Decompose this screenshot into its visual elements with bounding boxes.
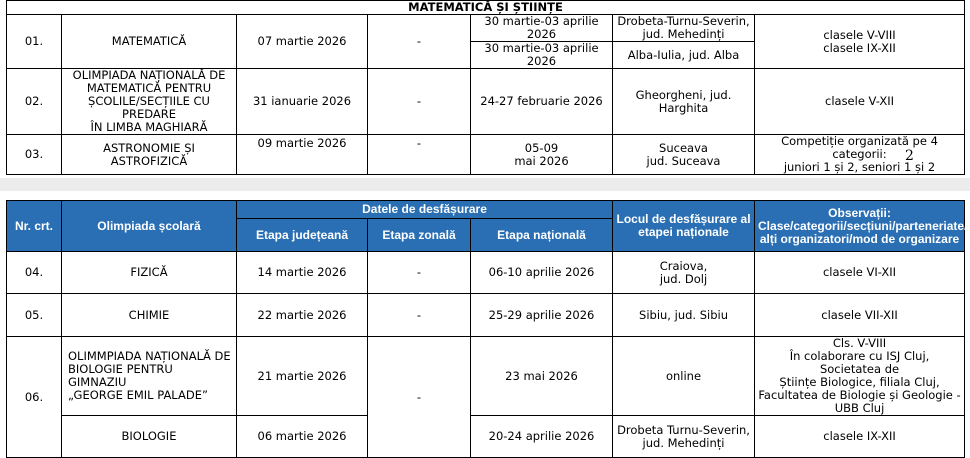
observations: clasele V-XII: [755, 69, 965, 135]
national-stage-date: 05-09 mai 2026: [471, 135, 613, 175]
header-national-stage: Etapa națională: [471, 219, 613, 252]
national-stage-date: 30 martie-03 aprilie 2026: [471, 15, 613, 42]
national-location: online: [613, 337, 755, 416]
national-location: Drobeta-Turnu-Severin, jud. Mehedinți: [613, 15, 755, 42]
zonal-stage-date: -: [368, 69, 471, 135]
document-page-bottom: [0, 191, 970, 450]
olympiad-table-bottom: [6, 200, 968, 458]
county-stage-date: 22 martie 2026: [237, 294, 368, 337]
zonal-stage-date: -: [368, 294, 471, 337]
olympiad-name: OLIMMPIADA NAȚIONALĂ DE BIOLOGIE PENTRU GIMNAZIU „GEORGE EMIL PALADE”: [62, 337, 237, 416]
observations: clasele VII-XII: [755, 294, 965, 337]
header-nr: Nr. crt.: [7, 201, 62, 252]
observations: clasele V-VIII clasele IX-XII: [755, 15, 965, 69]
zonal-stage-date: -: [368, 15, 471, 69]
county-stage-date: 14 martie 2026: [237, 252, 368, 294]
zonal-stage-date: -: [368, 337, 471, 458]
zonal-stage-date: -: [368, 135, 471, 175]
olympiad-name: BIOLOGIE: [62, 416, 237, 458]
zonal-stage-date: -: [368, 252, 471, 294]
row-nr: 04.: [7, 252, 62, 294]
page-number: 2: [905, 148, 914, 164]
observations: clasele IX-XII: [755, 416, 965, 458]
header-olympiad: Olimpiada școlară: [62, 201, 237, 252]
row-nr: 06.: [7, 337, 62, 458]
national-location: Craiova, jud. Dolj: [613, 252, 755, 294]
national-stage-date: 06-10 aprilie 2026: [471, 252, 613, 294]
header-county-stage: Etapa județeană: [237, 219, 368, 252]
national-location: Alba-Iulia, jud. Alba: [613, 42, 755, 69]
row-nr: 05.: [7, 294, 62, 337]
county-stage-date: 21 martie 2026: [237, 337, 368, 416]
observations: Competiție organizată pe 4 categorii: juniori 1 și 2, seniori 1 și 2: [755, 135, 965, 175]
row-nr: 01.: [7, 15, 62, 69]
document-page-top: [0, 0, 970, 178]
header-zonal-stage: Etapa zonală: [368, 219, 471, 252]
olympiad-name: OLIMPIADA NAȚIONALĂ DE MATEMATICĂ PENTRU ȘCOLILE/SECȚIILE CU PREDARE ÎN LIMBA MAGHIARĂ: [62, 69, 237, 135]
page-separator: [0, 178, 970, 191]
header-dates: Datele de desfășurare: [237, 201, 613, 219]
olympiad-name: CHIMIE: [62, 294, 237, 337]
national-stage-date: 23 mai 2026: [471, 337, 613, 416]
olympiad-name: FIZICĂ: [62, 252, 237, 294]
county-stage-date: 09 martie 2026: [237, 135, 368, 175]
olympiad-name: ASTRONOMIE ȘI ASTROFIZICĂ: [62, 135, 237, 175]
section-title: MATEMATICĂ ȘI ȘTIINȚE: [7, 1, 965, 15]
national-stage-date: 24-27 februarie 2026: [471, 69, 613, 135]
county-stage-date: 06 martie 2026: [237, 416, 368, 458]
olympiad-name: MATEMATICĂ: [62, 15, 237, 69]
row-nr: 03.: [7, 135, 62, 175]
observations: clasele VI-XII: [755, 252, 965, 294]
national-stage-date: 20-24 aprilie 2026: [471, 416, 613, 458]
national-location: Drobeta Turnu-Severin, jud. Mehedinți: [613, 416, 755, 458]
national-stage-date: 25-29 aprilie 2026: [471, 294, 613, 337]
county-stage-date: 31 ianuarie 2026: [237, 69, 368, 135]
olympiad-table-top: [6, 0, 965, 175]
observations: Cls. V-VIII În colaborare cu ISJ Cluj, Societatea de Științe Biologice, filiala Cluj, Facultatea de Biologie și Geologie - UBB Cluj: [755, 337, 965, 416]
header-observations: Observații: Clase/categorii/secțiuni/parteneriate/ alți organizatori/mod de organizare: [755, 201, 965, 252]
national-location: Suceava jud. Suceava: [613, 135, 755, 175]
header-location: Locul de desfășurare al etapei naționale: [613, 201, 755, 252]
county-stage-date: 07 martie 2026: [237, 15, 368, 69]
national-location: Gheorgheni, jud. Harghita: [613, 69, 755, 135]
national-location: Sibiu, jud. Sibiu: [613, 294, 755, 337]
row-nr: 02.: [7, 69, 62, 135]
national-stage-date: 30 martie-03 aprilie 2026: [471, 42, 613, 69]
